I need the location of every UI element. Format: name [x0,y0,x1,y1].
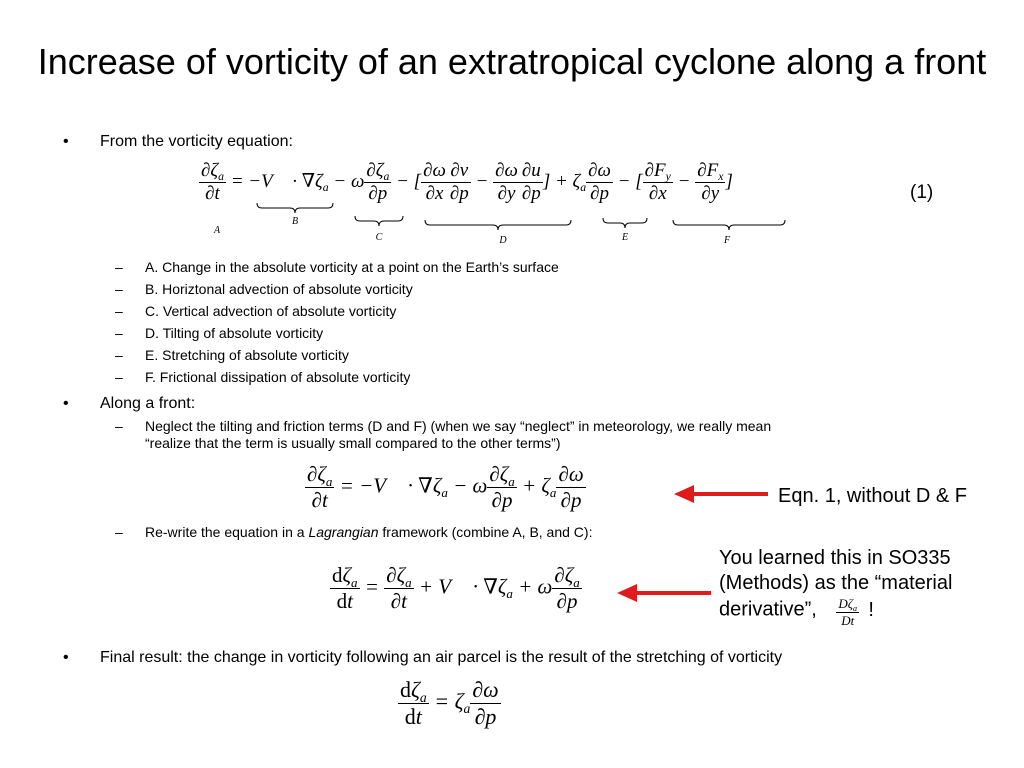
term-item-f: – F. Frictional dissipation of absolute vorticity [115,369,411,385]
bullet-along-front [63,394,196,413]
note-line-3-text: derivative”, [719,598,817,621]
underbrace-e [603,218,647,228]
bullet-dot: • [63,395,69,412]
term-label-c: C [375,232,383,243]
material-derivative-fraction: $\frac{D\zeta_a}{Dt}$ [838,596,858,629]
arrow-to-equation-3 [615,583,715,603]
term-item-b: – B. Horiztonal advection of absolute vorticity [115,281,413,297]
note-line-3 [719,596,952,630]
neglect-item: – Neglect the tilting and friction terms (D and F) (when we say “neglect” in meteorology, we really mean [115,418,772,434]
equation-4: $\frac{d\zeta_a}{dt}$ = $\zeta_a$ $\frac{\partial\omega}{\partial p}$ [400,677,499,729]
bullet-text: Along a front: [100,395,196,412]
bullet-text: From the vorticity equation: [100,133,293,150]
term-label-b: B [291,216,299,227]
term-text: B. Horiztonal advection of absolute vorticity [145,281,413,297]
rewrite-text-italic: Lagrangian [308,524,379,540]
term-label-d: D [499,235,507,246]
equation-1-underbraces [195,200,795,248]
rewrite-item: – Re-write the equation in a Lagrangian framework (combine A, B, and C): [115,524,593,540]
term-item-c: – C. Vertical advection of absolute vorticity [115,303,397,319]
bullet-dot: • [63,133,69,150]
rewrite-text-before: Re-write the equation in a [145,524,309,540]
underbrace-f [673,220,785,230]
term-text: A. Change in the absolute vorticity at a point on the Earth’s surface [145,259,559,275]
term-label-e: E [621,232,629,243]
underbrace-d [425,220,571,230]
underbrace-c [355,216,403,226]
arrow-head [674,485,694,503]
term-item-d: – D. Tilting of absolute vorticity [115,325,324,341]
term-text: C. Vertical advection of absolute vorticity [145,303,397,319]
neglect-item-continued: “realize that the term is usually small compared to the other terms”) [145,435,561,451]
underbrace-b [257,203,333,213]
neglect-line-1: Neglect the tilting and friction terms (D and F) (when we say “neglect” in meteorology, we really mean [145,418,772,434]
term-label-a: A [213,225,221,236]
term-text: E. Stretching of absolute vorticity [145,347,349,363]
term-text: D. Tilting of absolute vorticity [145,325,324,341]
term-text: F. Frictional dissipation of absolute vorticity [145,369,411,385]
equation-1: $\frac{\partial\zeta_a}{\partial t}$ = −V⃗ · $\nabla\zeta_a - \omega$ $\frac{\partial\zeta_a}{\partial p}$ − [ $\frac{\partial\omega}{\partial x}$ $\frac{\partial v}{\partial p}$ − $\frac{\partial\omega}{\partial y}$ $\frac{\partial u}{\partial p}$ ] + $\zeta_a$ $\frac{\partial\omega}{\partial p}$ − [ $\frac{\partial F_y}{\partial x}$ − $\frac{\partial F_x}{\partial y}$ ] [201,160,733,204]
note-exclamation: ! [868,598,874,621]
bullet-dot: • [63,649,69,666]
arrow-head [617,584,637,602]
bullet-vorticity-equation [63,132,293,151]
term-item-a: – A. Change in the absolute vorticity at a point on the Earth’s surface [115,259,559,275]
rewrite-text-after: framework (combine A, B, and C): [378,524,593,540]
bullet-text: Final result: the change in vorticity following an air parcel is the result of the stretching of vorticity [100,649,783,666]
arrow-to-equation-2 [672,484,772,504]
term-item-e: – E. Stretching of absolute vorticity [115,347,349,363]
material-derivative-note [719,546,952,630]
equation-1-number: (1) [910,182,934,203]
equation-2: $\frac{\partial\zeta_a}{\partial t}$ = −V⃗ · $\nabla\zeta_a - \omega$ $\frac{\partial\zeta_a}{\partial p}$ + $\zeta_a$ $\frac{\partial\omega}{\partial p}$ [307,462,584,512]
term-label-f: F [723,235,731,246]
note-line-1: You learned this in SO335 [719,547,951,569]
equation-3: $\frac{d\zeta_a}{dt}$ = $\frac{\partial\zeta_a}{\partial t}$ + V⃗ · $\nabla\zeta_a + \omega$ $\frac{\partial\zeta_a}{\partial p}$ [332,563,580,613]
note-line-2: (Methods) as the “material [719,572,953,594]
slide-title: Increase of vorticity of an extratropical cyclone along a front [37,41,987,82]
bullet-final-result [63,648,783,667]
eqn-without-note: Eqn. 1, without D & F [778,485,967,507]
